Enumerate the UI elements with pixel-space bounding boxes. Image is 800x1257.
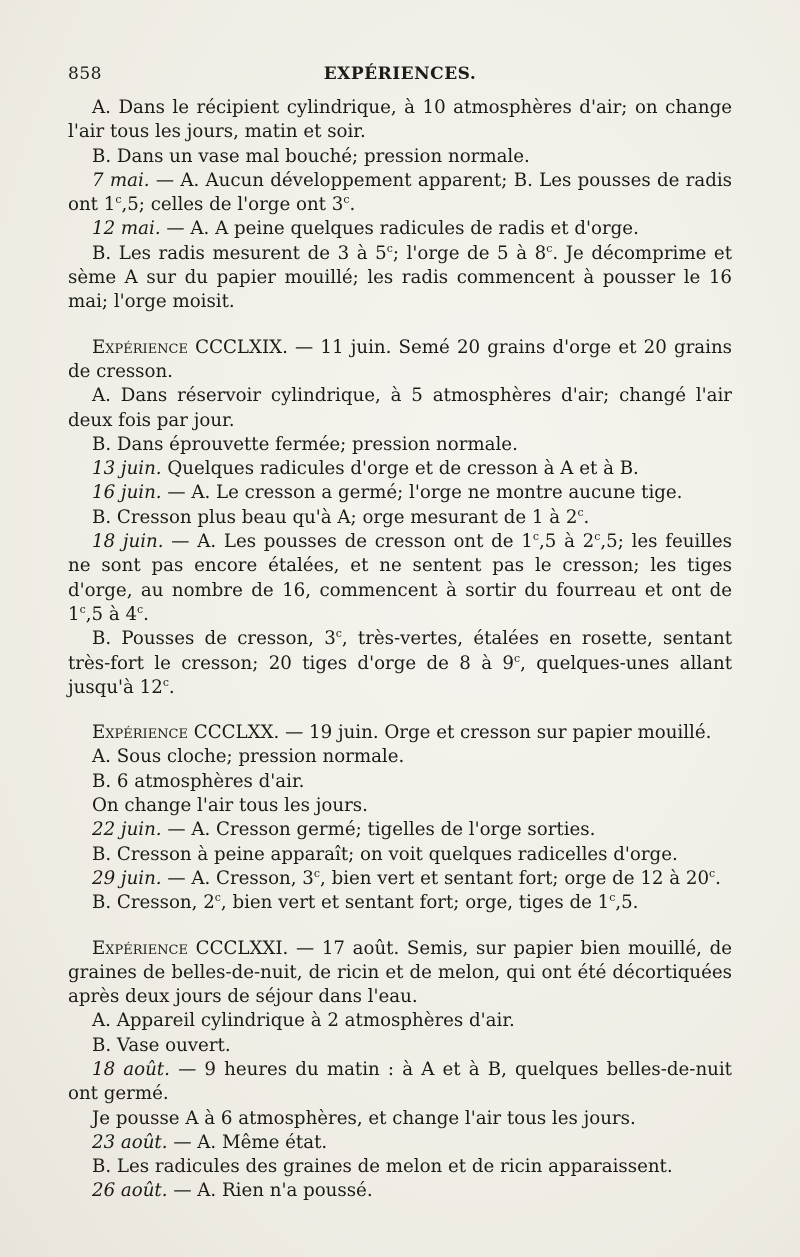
- paragraph-text: — A. Même état.: [167, 1131, 328, 1153]
- paragraph-text: On change l'air tous les jours.: [92, 795, 368, 817]
- text-paragraph: [68, 1179, 732, 1203]
- paragraph-text: B. Dans éprouvette fermée; pression normale.: [92, 433, 518, 455]
- paragraph-text: — 11 juin. Semé 20 grains d'orge et 20 grains de cresson.: [68, 336, 732, 382]
- page-number: 858: [68, 64, 102, 84]
- entry-date: 29 juin.: [92, 867, 162, 889]
- experience-label: Expérience CCCLXIX.: [92, 336, 288, 358]
- paragraph-text: Quelques radicules d'orge et de cresson à A et à B.: [161, 458, 639, 480]
- text-paragraph: [68, 891, 732, 915]
- paragraph-text: B. Les radicules des graines de melon et de ricin apparaissent.: [92, 1156, 673, 1178]
- entry-date: 18 juin.: [92, 531, 164, 553]
- text-paragraph: [68, 506, 732, 530]
- text-paragraph: [68, 867, 732, 891]
- entry-date: 22 juin.: [92, 819, 162, 841]
- paragraph-text: — A. Les pousses de cresson ont de 1$^c$,5 à 2$^c$,5; les feuilles ne sont pas encore étalées, et ne sentent pas le cresson; les tiges d'orge, au nombre de 16, commencent à sortir du fourreau et ont de 1$^c$,5 à 4$^c$.: [68, 529, 732, 625]
- paragraph-text: — A. Cresson, 3$^c$, bien vert et sentant fort; orge de 12 à 20$^c$.: [161, 866, 721, 889]
- experience-label: Expérience CCCLXXI.: [92, 937, 289, 959]
- entry-date: 26 août.: [92, 1180, 168, 1202]
- paragraph-text: A. Sous cloche; pression normale.: [92, 746, 405, 768]
- page-header: [68, 64, 732, 90]
- experience-label: Expérience CCCLXX.: [92, 722, 280, 744]
- text-paragraph: [68, 169, 732, 218]
- text-paragraph: [68, 481, 732, 505]
- text-paragraph: [68, 96, 732, 145]
- text-paragraph: [68, 242, 732, 315]
- text-paragraph: [68, 1155, 732, 1179]
- running-title: EXPÉRIENCES.: [323, 64, 477, 84]
- text-paragraph: [68, 1107, 732, 1131]
- paragraph-text: B. Pousses de cresson, 3$^c$, très-vertes, étalées en rosette, sentant très-fort le cresson; 20 tiges d'orge de 8 à 9$^c$, quelques-unes allant jusqu'à 12$^c$.: [68, 627, 733, 698]
- text-paragraph: [68, 1009, 732, 1033]
- paragraph-text: Je pousse A à 6 atmosphères, et change l'air tous les jours.: [92, 1107, 636, 1129]
- paragraph-text: A. Dans réservoir cylindrique, à 5 atmosphères d'air; changé l'air deux fois par jour.: [68, 385, 732, 431]
- paragraph-text: — 19 juin. Orge et cresson sur papier mouillé.: [279, 722, 712, 744]
- entry-date: 18 août.: [92, 1058, 170, 1080]
- entry-date: 13 juin.: [92, 458, 162, 480]
- text-paragraph: [68, 145, 732, 169]
- text-paragraph: [68, 818, 732, 842]
- paragraph-text: — A. Aucun développement apparent; B. Les pousses de radis ont 1$^c$,5; celles de l'orge ont 3$^c$.: [68, 169, 733, 216]
- experience-paragraph: [68, 721, 732, 745]
- text-paragraph: [68, 794, 732, 818]
- experience-paragraph: [68, 937, 732, 1010]
- paragraph-text: — 9 heures du matin : à A et à B, quelques belles-de-nuit ont germé.: [68, 1058, 732, 1105]
- text-paragraph: [68, 1034, 732, 1058]
- paragraph-text: A. Dans le récipient cylindrique, à 10 atmosphères d'air; on change l'air tous les jours, matin et soir.: [68, 97, 732, 143]
- paragraph-text: B. Cresson, 2$^c$, bien vert et sentant fort; orge, tiges de 1$^c$,5.: [92, 891, 639, 914]
- paragraph-text: — A. Rien n'a poussé.: [167, 1180, 373, 1202]
- text-paragraph: [68, 457, 732, 481]
- text-paragraph: [68, 627, 732, 700]
- paragraph-text: B. Cresson plus beau qu'à A; orge mesurant de 1 à 2$^c$.: [92, 505, 590, 528]
- entry-date: 7 mai.: [92, 169, 150, 191]
- paragraph-text: — 17 août. Semis, sur papier bien mouillé, de graines de belles-de-nuit, de ricin et de melon, qui ont été décortiquées après deux jours de séjour dans l'eau.: [68, 937, 732, 1008]
- experience-paragraph: [68, 336, 732, 385]
- text-paragraph: [68, 1131, 732, 1155]
- paragraph-text: B. Dans un vase mal bouché; pression normale.: [92, 145, 530, 167]
- text-paragraph: [68, 217, 732, 241]
- paragraph-text: A. Appareil cylindrique à 2 atmosphères d'air.: [92, 1010, 515, 1032]
- text-paragraph: [68, 745, 732, 769]
- page-body: [68, 96, 732, 1204]
- text-paragraph: [68, 843, 732, 867]
- text-paragraph: [68, 1058, 732, 1107]
- text-paragraph: [68, 530, 732, 627]
- text-paragraph: [68, 433, 732, 457]
- paragraph-text: B. Vase ouvert.: [92, 1034, 231, 1056]
- paragraph-text: — A. A peine quelques radicules de radis et d'orge.: [160, 218, 639, 240]
- paragraph-text: B. 6 atmosphères d'air.: [92, 770, 305, 792]
- paragraph-text: — A. Le cresson a germé; l'orge ne montre aucune tige.: [161, 482, 683, 504]
- entry-date: 23 août.: [92, 1131, 168, 1153]
- entry-date: 16 juin.: [92, 482, 162, 504]
- entry-date: 12 mai.: [92, 218, 161, 240]
- paragraph-text: B. Les radis mesurent de 3 à 5$^c$; l'orge de 5 à 8$^c$. Je décomprime et sème A sur du papier mouillé; les radis commencent à pousser le 16 mai; l'orge moisit.: [68, 241, 733, 313]
- paragraph-text: B. Cresson à peine apparaît; on voit quelques radicelles d'orge.: [92, 843, 678, 865]
- text-paragraph: [68, 770, 732, 794]
- paragraph-text: — A. Cresson germé; tigelles de l'orge sorties.: [161, 819, 596, 841]
- text-paragraph: [68, 384, 732, 433]
